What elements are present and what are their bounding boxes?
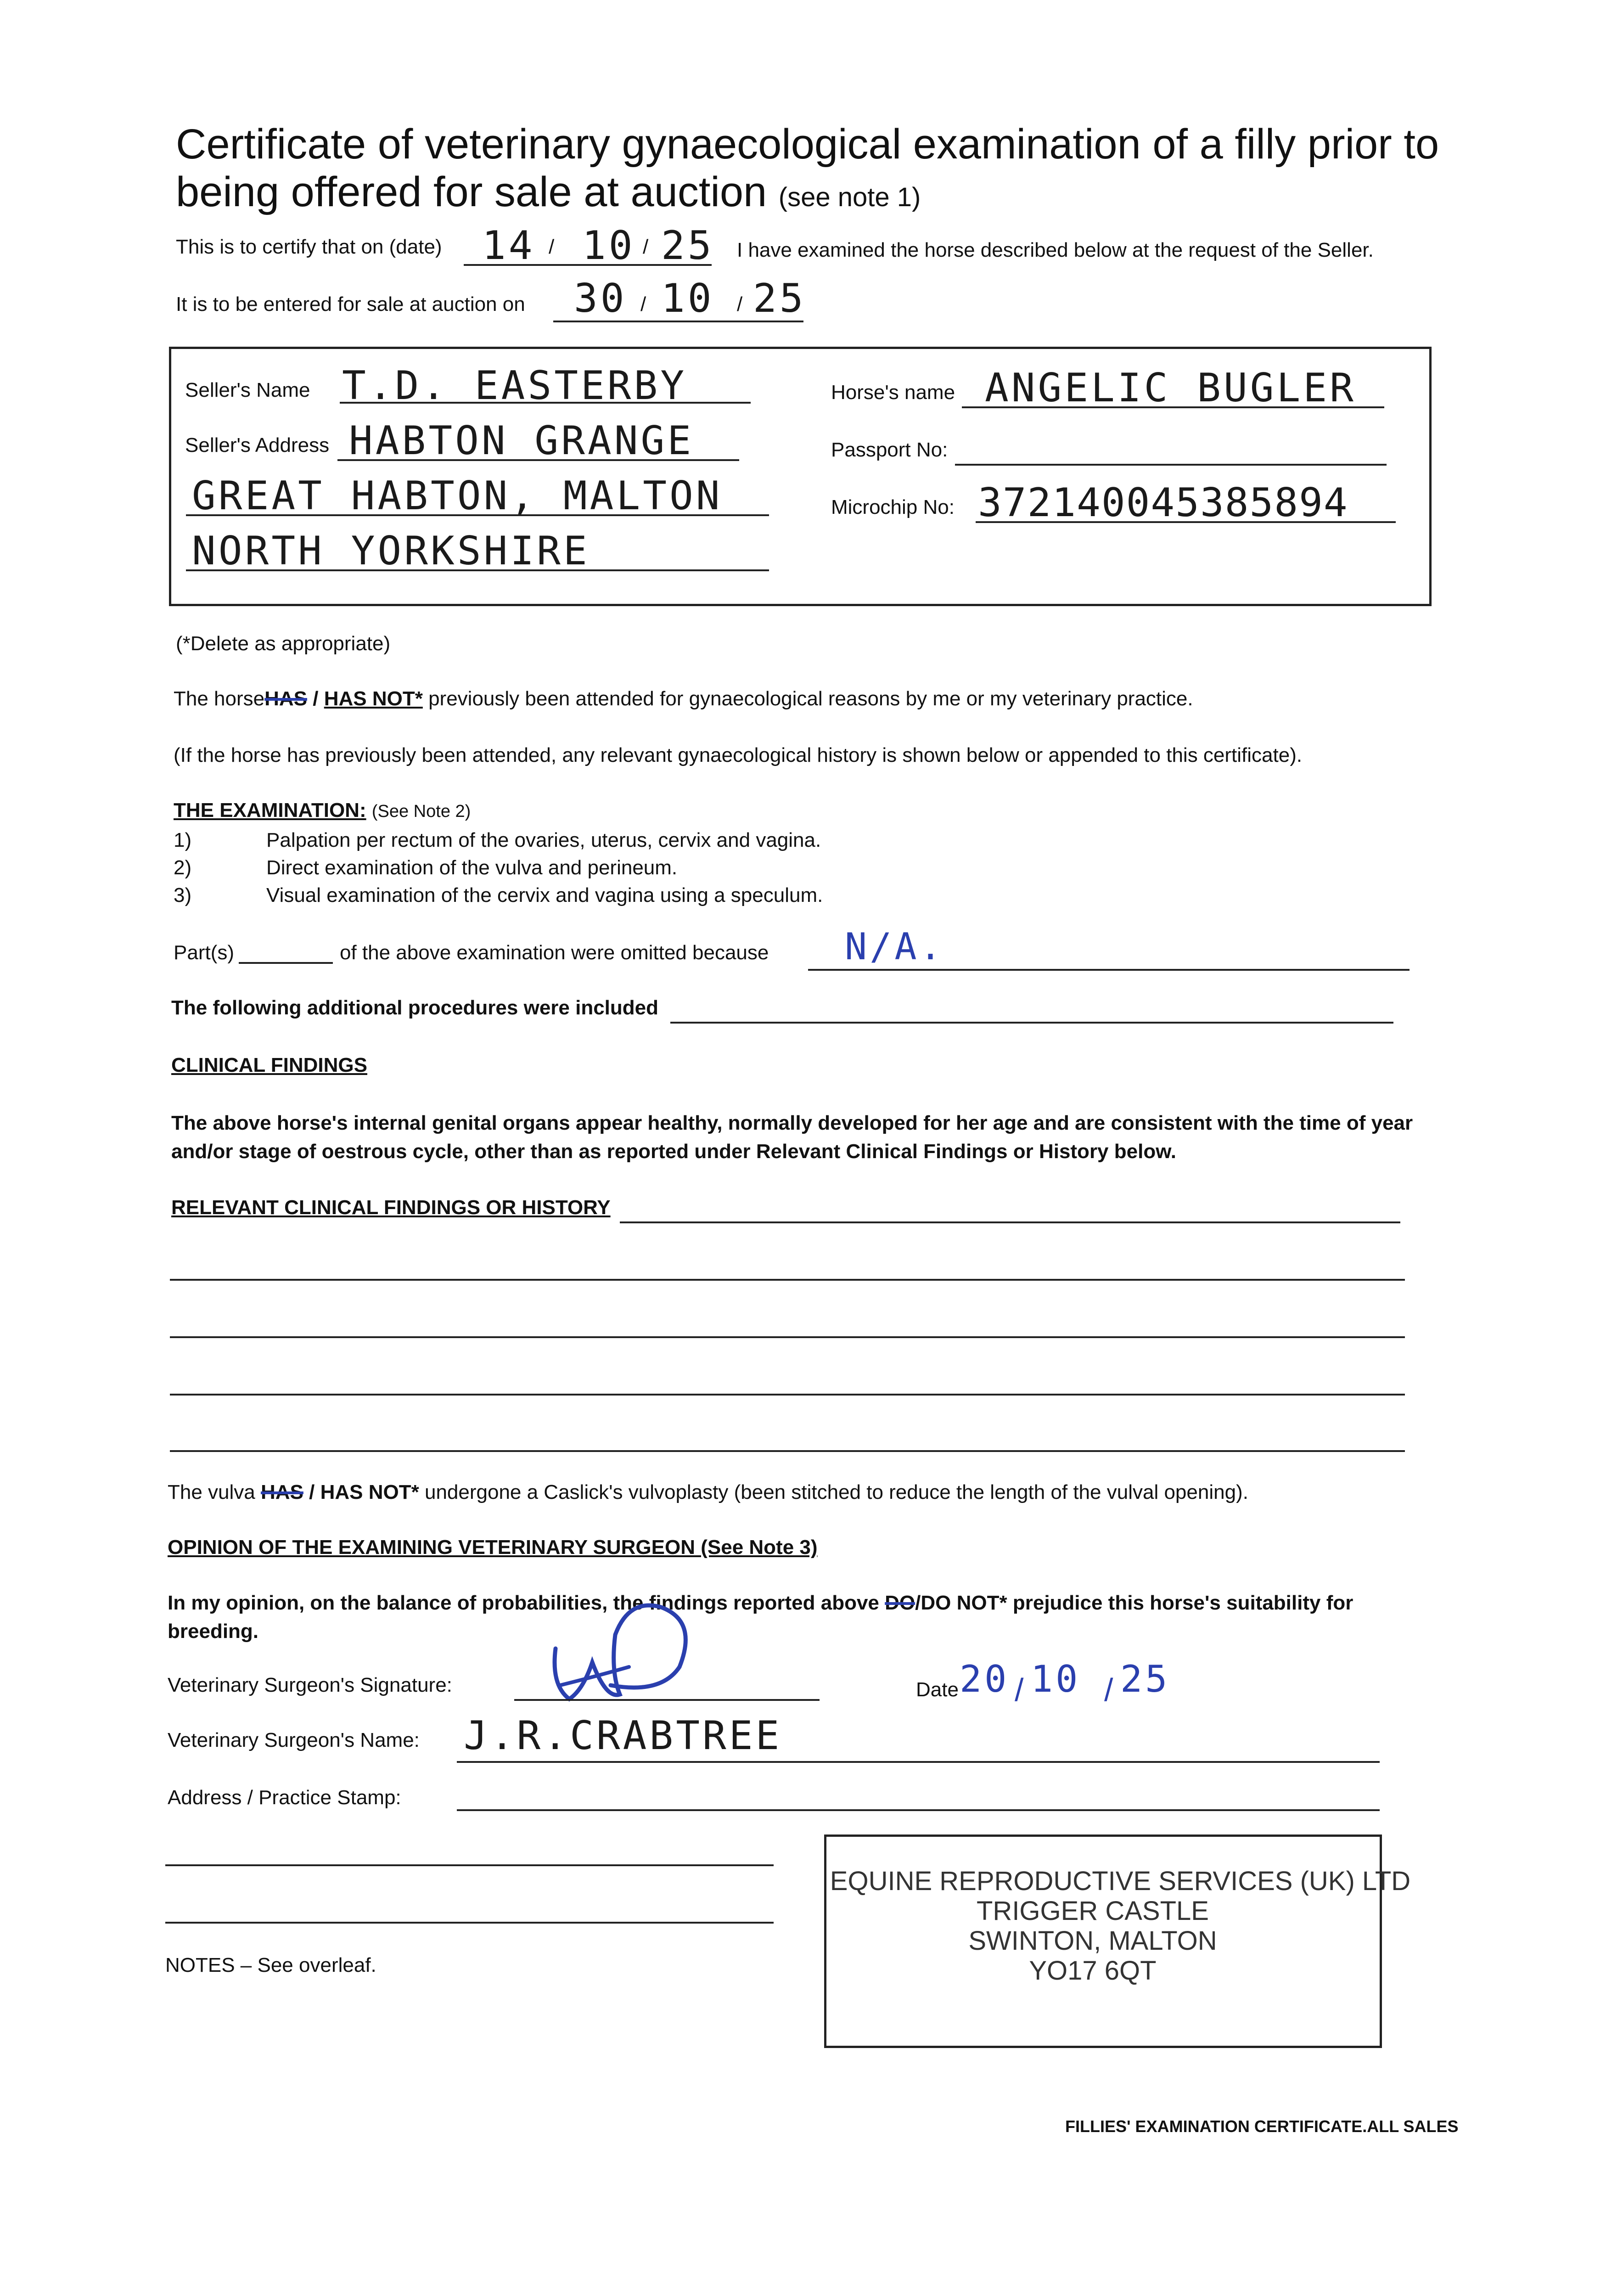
certify-prefix: This is to certify that on (date) xyxy=(176,236,442,258)
findings-line-4[interactable] xyxy=(170,1394,1405,1396)
findings-line-3[interactable] xyxy=(170,1336,1405,1338)
sign-date-month[interactable]: 10 xyxy=(1031,1658,1081,1700)
stamp-line-3: SWINTON, MALTON xyxy=(968,1926,1217,1956)
exam-item-1-text: Palpation per rectum of the ovaries, uterus, cervix and vagina. xyxy=(266,829,821,851)
examination-heading-note: (See Note 2) xyxy=(371,802,471,821)
seller-name-value[interactable]: T.D. EASTERBY xyxy=(342,363,687,409)
opinion-sep: / xyxy=(915,1592,921,1614)
opinion-prefix: In my opinion, on the balance of probabilities, the findings reported above xyxy=(168,1592,879,1614)
examination-heading: THE EXAMINATION: xyxy=(174,799,366,822)
auction-date-line xyxy=(553,321,803,322)
slash: / xyxy=(549,236,555,258)
parts-label: Part(s) xyxy=(174,941,234,964)
microchip-line xyxy=(976,521,1396,523)
seller-name-line xyxy=(340,402,751,404)
parts-line[interactable] xyxy=(239,962,333,964)
certify-suffix: I have examined the horse described below at the request of the Seller. xyxy=(737,239,1374,261)
certificate-title xyxy=(176,120,1471,221)
horse-name-label: Horse's name xyxy=(831,381,955,404)
stamp-line-4: YO17 6QT xyxy=(1029,1956,1157,1986)
omitted-line xyxy=(808,969,1410,971)
seller-address-label: Seller's Address xyxy=(185,434,330,456)
practice-address-line-3[interactable] xyxy=(165,1922,774,1924)
vulva-has-not[interactable]: HAS NOT* xyxy=(320,1481,419,1503)
practice-address-line-1[interactable] xyxy=(457,1809,1380,1811)
passport-label: Passport No: xyxy=(831,439,948,461)
vulva-prefix: The vulva xyxy=(168,1481,255,1503)
clinical-heading: CLINICAL FINDINGS xyxy=(171,1054,367,1076)
vulva-statement xyxy=(168,1481,1248,1504)
exam-item-3-text: Visual examination of the cervix and vagina using a speculum. xyxy=(266,884,823,906)
exam-day[interactable]: 14 xyxy=(482,223,535,269)
horse-name-line xyxy=(962,406,1384,408)
exam-year[interactable]: 25 xyxy=(661,223,714,269)
address-line-2 xyxy=(186,514,769,516)
opinion-do-not[interactable]: DO NOT* xyxy=(921,1592,1007,1614)
seller-address-line3[interactable]: NORTH YORKSHIRE xyxy=(192,528,590,574)
sign-date-year[interactable]: 25 xyxy=(1120,1658,1170,1700)
exam-item-3-num: 3) xyxy=(174,884,192,906)
findings-line-2[interactable] xyxy=(170,1279,1405,1281)
exam-item-2-num: 2) xyxy=(174,856,192,879)
opinion-do-struck[interactable]: DO xyxy=(885,1592,915,1614)
surgeon-name-label: Veterinary Surgeon's Name: xyxy=(168,1729,420,1751)
signature-scribble xyxy=(542,1580,725,1717)
footer-text: FILLIES' EXAMINATION CERTIFICATE.ALL SALES xyxy=(1065,2117,1459,2136)
slash: / xyxy=(737,293,743,315)
microchip-label: Microchip No: xyxy=(831,496,955,518)
opinion-statement xyxy=(168,1589,1407,1646)
vulva-sep: / xyxy=(309,1481,315,1503)
stamp-line-1: EQUINE REPRODUCTIVE SERVICES (UK) LTD xyxy=(830,1866,1411,1896)
address-line-3 xyxy=(186,569,769,571)
signature-label: Veterinary Surgeon's Signature: xyxy=(168,1674,452,1696)
slash: / xyxy=(640,293,646,315)
history-note: (If the horse has previously been attended, any relevant gynaecological history is shown below or appended to this certificate). xyxy=(174,744,1303,766)
exam-date-line xyxy=(464,264,712,266)
signature-line[interactable] xyxy=(514,1699,820,1701)
opinion-heading: OPINION OF THE EXAMINING VETERINARY SURGEON (See Note 3) xyxy=(168,1536,818,1559)
findings-line-5[interactable] xyxy=(170,1450,1405,1452)
slash: / xyxy=(643,236,649,258)
attended-has-not[interactable]: HAS NOT* xyxy=(324,687,423,710)
seller-name-label: Seller's Name xyxy=(185,379,310,401)
additional-line[interactable] xyxy=(670,1022,1393,1024)
additional-label: The following additional procedures were included xyxy=(171,996,659,1019)
clinical-statement: The above horse's internal genital organs appear healthy, normally developed for her age and are consistent with the time of year and/or stage of oestrous cycle, other than as reported under Relevant Clinical Findings or History below. xyxy=(171,1112,1413,1163)
opinion-suffix: prejudice this horse's suitability for breeding. xyxy=(168,1592,1353,1643)
surgeon-name-value[interactable]: J.R.CRABTREE xyxy=(464,1713,782,1759)
attended-has-struck[interactable]: HAS xyxy=(264,687,308,710)
title-text: Certificate of veterinary gynaecological examination of a filly prior to being offered for sale at auction xyxy=(176,121,1439,215)
auction-month[interactable]: 10 xyxy=(661,276,714,321)
notes-text: NOTES – See overleaf. xyxy=(165,1954,376,1976)
microchip-value[interactable]: 372140045385894 xyxy=(978,480,1348,526)
auction-prefix: It is to be entered for sale at auction on xyxy=(176,293,525,315)
slash: / xyxy=(1104,1672,1113,1708)
auction-day[interactable]: 30 xyxy=(574,276,627,321)
stamp-line-2: TRIGGER CASTLE xyxy=(977,1896,1209,1926)
omitted-value[interactable]: N/A. xyxy=(845,925,944,968)
vulva-suffix: undergone a Caslick's vulvoplasty (been stitched to reduce the length of the vulval opening). xyxy=(424,1481,1248,1503)
attended-sep: / xyxy=(313,687,319,710)
surgeon-name-line xyxy=(457,1761,1380,1763)
findings-line-1[interactable] xyxy=(620,1221,1400,1223)
examination-heading-row xyxy=(174,799,471,822)
delete-note: (*Delete as appropriate) xyxy=(176,632,391,655)
practice-address-label: Address / Practice Stamp: xyxy=(168,1786,401,1809)
vulva-has-struck[interactable]: HAS xyxy=(261,1481,303,1503)
title-note: (see note 1) xyxy=(778,182,921,212)
attended-suffix: previously been attended for gynaecological reasons by me or my veterinary practice. xyxy=(428,687,1193,710)
relevant-heading: RELEVANT CLINICAL FINDINGS OR HISTORY xyxy=(171,1196,611,1219)
omitted-label: of the above examination were omitted because xyxy=(340,941,769,964)
attended-statement xyxy=(174,687,1193,710)
attended-prefix: The horse xyxy=(174,687,265,710)
exam-month[interactable]: 10 xyxy=(582,223,635,269)
address-line-1 xyxy=(337,459,739,461)
exam-item-1-num: 1) xyxy=(174,829,192,851)
exam-item-2-text: Direct examination of the vulva and perineum. xyxy=(266,856,678,879)
horse-name-value[interactable]: ANGELIC BUGLER xyxy=(985,365,1356,411)
passport-line xyxy=(955,464,1387,466)
sign-date-label: Date xyxy=(916,1678,959,1701)
auction-year[interactable]: 25 xyxy=(753,276,806,321)
sign-date-day[interactable]: 20 xyxy=(960,1658,1010,1700)
seller-address-line1[interactable]: HABTON GRANGE xyxy=(349,418,694,464)
slash: / xyxy=(1015,1672,1024,1708)
seller-address-line2[interactable]: GREAT HABTON, MALTON xyxy=(192,473,723,519)
practice-address-line-2[interactable] xyxy=(165,1864,774,1866)
